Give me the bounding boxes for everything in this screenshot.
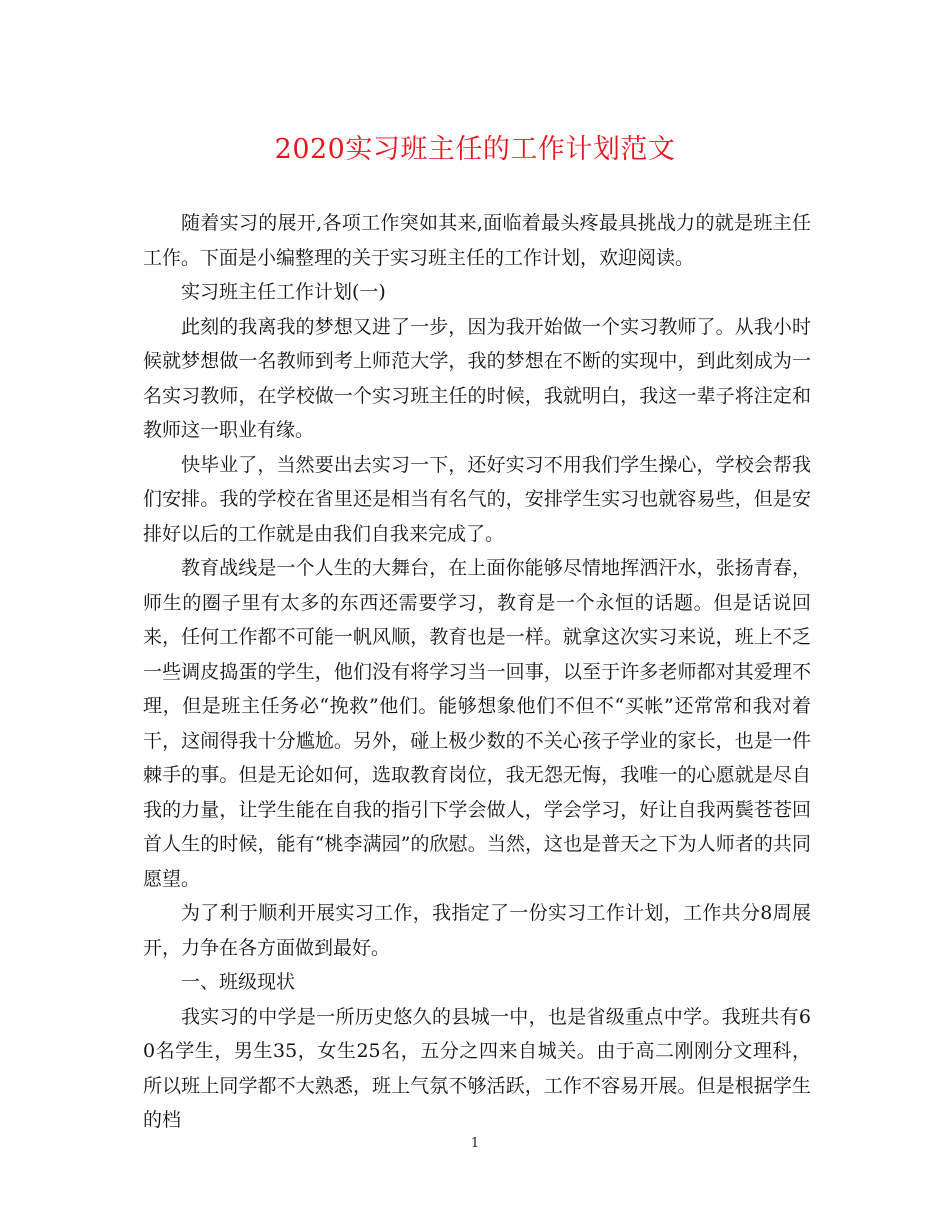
page-number: 1 xyxy=(470,1136,480,1151)
body-paragraph: 教育战线是一个人生的大舞台，在上面你能够尽情地挥洒汗水，张扬青春，师生的圈子里有太多的东西还需要学习，教育是一个永恒的话题。但是话说回来，任何工作都不可能一帆风顺，教育也是一样。就拿这次实习来说，班上不乏一些调皮捣蛋的学生，他们没有将学习当一回事，以至于许多老师都对其爱理不理，但是班主任务必“挽救”他们。能够想象他们不但不“买帐”还常常和我对着干，这闹得我十分尴尬。另外，碰上极少数的不关心孩子学业的家长，也是一件棘手的事。但是无论如何，选取教育岗位，我无怨无悔，我唯一的心愿就是尽自我的力量，让学生能在自我的指引下学会做人，学会学习，好让自我两鬓苍苍回首人生的时候，能有“桃李满园”的欣慰。当然，这也是普天之下为人师者的共同愿望。 xyxy=(143,557,811,890)
document-body xyxy=(143,206,811,1138)
intro-paragraph: 随着实习的展开,各项工作突如其来,面临着最头疼最具挑战力的就是班主任工作。下面是小编整理的关于实习班主任的工作计划，欢迎阅读。 xyxy=(143,212,811,269)
document-title: 2020实习班主任的工作计划范文 xyxy=(274,134,676,165)
body-paragraph: 我实习的中学是一所历史悠久的县城一中，也是省级重点中学。我班共有60名学生，男生35，女生25名，五分之四来自城关。由于高二刚刚分文理科，所以班上同学都不大熟悉，班上气氛不够活跃，工作不容易开展。但是根据学生的档 xyxy=(143,1005,811,1131)
body-paragraph: 为了利于顺利开展实习工作，我指定了一份实习工作计划，工作共分8周展开，力争在各方面做到最好。 xyxy=(143,902,811,959)
body-paragraph: 此刻的我离我的梦想又进了一步，因为我开始做一个实习教师了。从我小时候就梦想做一名教师到考上师范大学，我的梦想在不断的实现中，到此刻成为一名实习教师，在学校做一个实习班主任的时候，我就明白，我这一辈子将注定和教师这一职业有缘。 xyxy=(143,315,811,441)
section-heading-plan-one: 实习班主任工作计划(一) xyxy=(181,281,386,303)
section-heading-class-status: 一、班级现状 xyxy=(181,971,296,993)
body-paragraph: 快毕业了，当然要出去实习一下，还好实习不用我们学生操心，学校会帮我们安排。我的学校在省里还是相当有名气的，安排学生实习也就容易些，但是安排好以后的工作就是由我们自我来完成了。 xyxy=(143,453,811,545)
